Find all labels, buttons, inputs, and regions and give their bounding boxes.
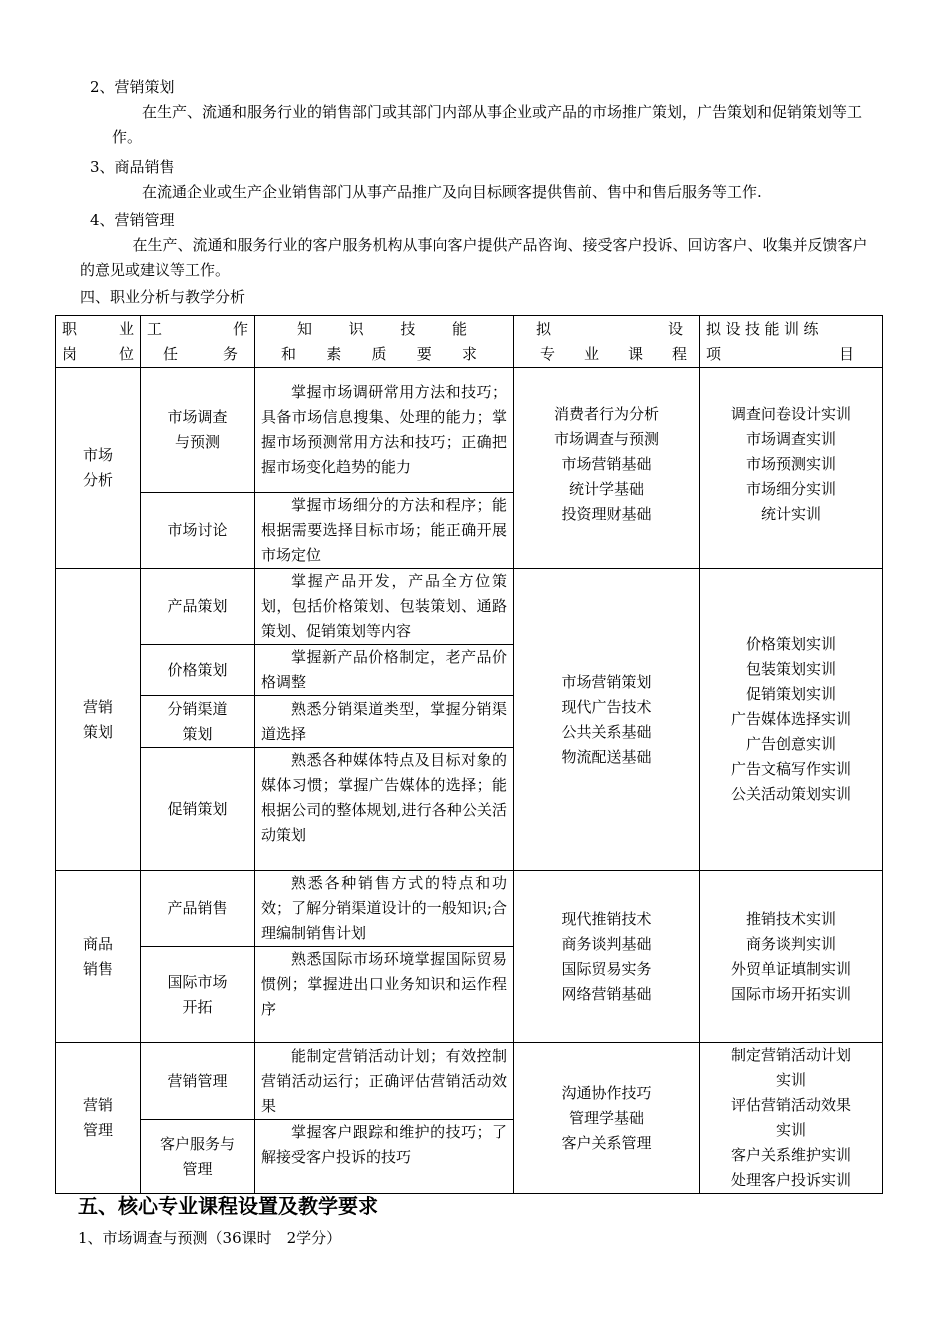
requirement-cell: 熟悉各种销售方式的特点和功效；了解分销渠道设计的一般知识;合理编制销售计划 [255, 871, 514, 947]
task-cell: 价格策划 [141, 645, 255, 696]
post-sales: 商品 销售 [56, 871, 141, 1043]
table-row [56, 569, 883, 645]
header-task: 工 作 任 务 [141, 316, 255, 368]
task-cell: 促销策划 [141, 748, 255, 871]
training-cell: 调查问卷设计实训 市场调查实训 市场预测实训 市场细分实训 统计实训 [700, 368, 883, 569]
item-heading-marketing-management: 4、营销管理 [90, 211, 175, 229]
item-heading-sales: 3、商品销售 [90, 158, 175, 176]
header-training: 拟设技能训练 项 目 [700, 316, 883, 368]
header-courses: 拟 设 专 业 课 程 [514, 316, 700, 368]
item-heading-marketing-planning: 2、营销策划 [90, 78, 175, 96]
task-cell: 营销管理 [141, 1043, 255, 1120]
courses-cell: 消费者行为分析 市场调查与预测 市场营销基础 统计学基础 投资理财基础 [514, 368, 700, 569]
task-cell: 市场调查 与预测 [141, 368, 255, 493]
header-post: 职 业 岗 位 [56, 316, 141, 368]
post-marketing-management: 营销 管理 [56, 1043, 141, 1194]
courses-cell: 现代推销技术 商务谈判基础 国际贸易实务 网络营销基础 [514, 871, 700, 1043]
table-header-row [56, 316, 883, 368]
table-row [56, 368, 883, 493]
requirement-cell: 掌握新产品价格制定，老产品价格调整 [255, 645, 514, 696]
courses-cell: 沟通协作技巧 管理学基础 客户关系管理 [514, 1043, 700, 1194]
analysis-table [55, 315, 883, 1194]
task-cell: 客户服务与 管理 [141, 1120, 255, 1194]
requirement-cell: 能制定营销活动计划；有效控制营销活动运行；正确评估营销活动效果 [255, 1043, 514, 1120]
task-cell: 产品策划 [141, 569, 255, 645]
task-cell: 产品销售 [141, 871, 255, 947]
requirement-cell: 掌握市场细分的方法和程序；能根据需要选择目标市场；能正确开展市场定位 [255, 493, 514, 569]
post-market-analysis: 市场 分析 [56, 368, 141, 569]
training-cell: 价格策划实训 包装策划实训 促销策划实训 广告媒体选择实训 广告创意实训 广告文稿写作实训 公关活动策划实训 [700, 569, 883, 871]
table-row [56, 1043, 883, 1120]
task-cell: 分销渠道 策划 [141, 696, 255, 748]
item-desc-sales: 在流通企业或生产企业销售部门从事产品推广及向目标顾客提供售前、售中和售后服务等工作. [142, 183, 762, 201]
requirement-cell: 熟悉各种媒体特点及目标对象的媒体习惯；掌握广告媒体的选择；能根据公司的整体规划,进行各种公关活动策划 [255, 748, 514, 871]
requirement-cell: 掌握市场调研常用方法和技巧；具备市场信息搜集、处理的能力；掌握市场预测常用方法和技巧；正确把握市场变化趋势的能力 [255, 368, 514, 493]
item-desc-marketing-management: 在生产、流通和服务行业的客户服务机构从事向客户提供产品咨询、接受客户投诉、回访客户、收集并反馈客户的意见或建议等工作。 [80, 236, 868, 279]
task-cell: 市场讨论 [141, 493, 255, 569]
post-marketing-planning: 营销 策划 [56, 569, 141, 871]
item-desc-marketing-planning: 在生产、流通和服务行业的销售部门或其部门内部从事企业或产品的市场推广策划，广告策划和促销策划等工作。 [112, 103, 863, 146]
requirement-cell: 掌握产品开发，产品全方位策划，包括价格策划、包装策划、通路策划、促销策划等内容 [255, 569, 514, 645]
course-1-heading: 1、市场调查与预测（36课时 2学分） [78, 1229, 342, 1247]
training-cell: 推销技术实训 商务谈判实训 外贸单证填制实训 国际市场开拓实训 [700, 871, 883, 1043]
courses-cell: 市场营销策划 现代广告技术 公共关系基础 物流配送基础 [514, 569, 700, 871]
task-cell: 国际市场 开拓 [141, 947, 255, 1043]
requirement-cell: 掌握客户跟踪和维护的技巧；了解接受客户投诉的技巧 [255, 1120, 514, 1194]
requirement-cell: 熟悉分销渠道类型，掌握分销渠道选择 [255, 696, 514, 748]
section-4-title: 四、职业分析与教学分析 [80, 288, 246, 306]
training-cell: 制定营销活动计划 实训 评估营销活动效果 实训 客户关系维护实训 处理客户投诉实训 [700, 1043, 883, 1194]
requirement-cell: 熟悉国际市场环境掌握国际贸易惯例；掌握进出口业务知识和运作程序 [255, 947, 514, 1043]
header-knowledge: 知 识 技 能 和 素 质 要 求 [255, 316, 514, 368]
table-row [56, 871, 883, 947]
section-5-title: 五、核心专业课程设置及教学要求 [78, 1194, 378, 1218]
